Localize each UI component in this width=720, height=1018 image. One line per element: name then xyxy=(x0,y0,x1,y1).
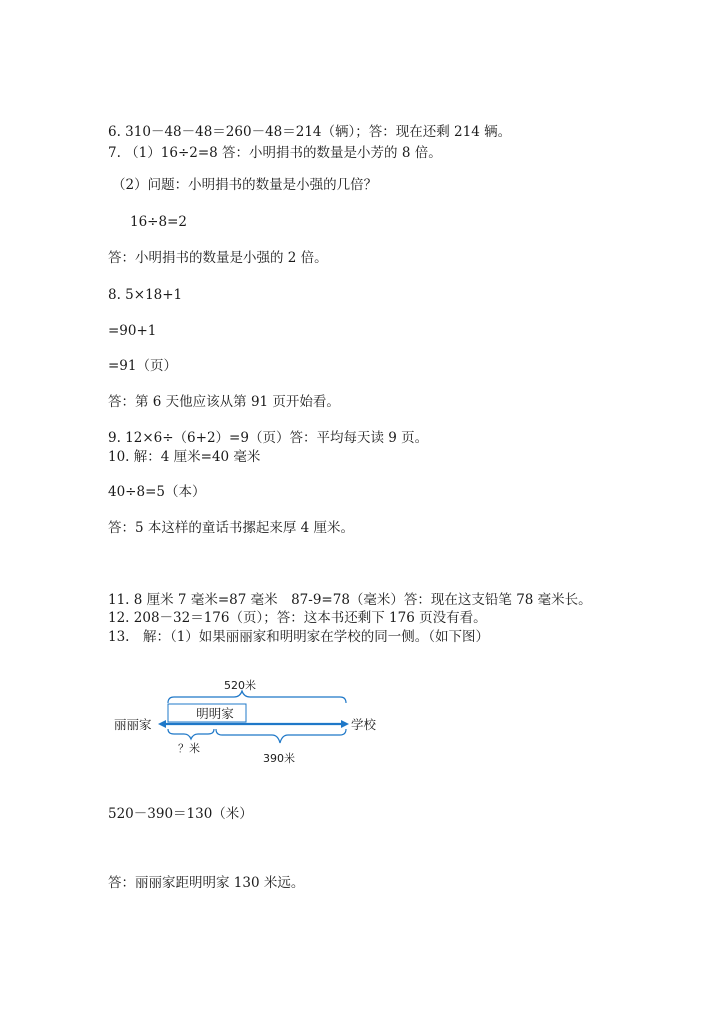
answer-7-part2-answer: 答：小明捐书的数量是小强的 2 倍。 xyxy=(108,250,328,266)
distance-diagram xyxy=(108,672,398,772)
lili-label: 丽丽家 xyxy=(114,717,152,732)
answer-10-step1: 10. 解：4 厘米=40 毫米 xyxy=(108,449,261,465)
answer-11: 11. 8 厘米 7 毫米=87 毫米 87-9=78（毫米）答：现在这支铅笔 78 毫米长。 xyxy=(108,592,592,608)
answer-13-calc: 520－390＝130（米） xyxy=(108,806,253,822)
bottom-distance-label: 390米 xyxy=(263,752,295,765)
bottom-brace xyxy=(216,729,346,743)
arrow-right-icon xyxy=(341,720,349,728)
answer-6: 6. 310－48－48＝260－48＝214（辆）；答：现在还剩 214 辆。 xyxy=(108,124,512,140)
answer-8-answer: 答：第 6 天他应该从第 91 页开始看。 xyxy=(108,394,340,410)
small-brace xyxy=(168,729,214,739)
answer-13-answer: 答：丽丽家距明明家 130 米远。 xyxy=(108,875,305,891)
answer-12: 12. 208－32＝176（页）；答：这本书还剩下 176 页没有看。 xyxy=(108,610,487,626)
answer-8-step1: 8. 5×18+1 xyxy=(108,287,183,303)
answer-9: 9. 12×6÷（6+2）=9（页）答：平均每天读 9 页。 xyxy=(108,430,429,446)
answer-8-step2: =90+1 xyxy=(108,323,157,339)
answer-8-step3: =91（页） xyxy=(108,358,177,374)
answer-7-part2-calc: 16÷8=2 xyxy=(130,214,187,230)
answer-10-step2: 40÷8=5（本） xyxy=(108,484,206,500)
top-distance-label: 520米 xyxy=(224,679,256,692)
answer-10-answer: 答：5 本这样的童话书摞起来厚 4 厘米。 xyxy=(108,520,355,536)
unknown-distance-label: ？米 xyxy=(178,742,200,755)
answer-7-part1: 7. （1）16÷2=8 答：小明捐书的数量是小芳的 8 倍。 xyxy=(108,145,442,161)
answer-13-intro: 13. 解：（1）如果丽丽家和明明家在学校的同一侧。（如下图） xyxy=(108,629,490,645)
arrow-left-icon xyxy=(158,720,166,728)
mingming-label: 明明家 xyxy=(196,706,234,721)
answer-7-part2-question: （2）问题：小明捐书的数量是小强的几倍？ xyxy=(112,177,378,193)
top-brace xyxy=(168,691,346,703)
school-label: 学校 xyxy=(351,717,377,732)
